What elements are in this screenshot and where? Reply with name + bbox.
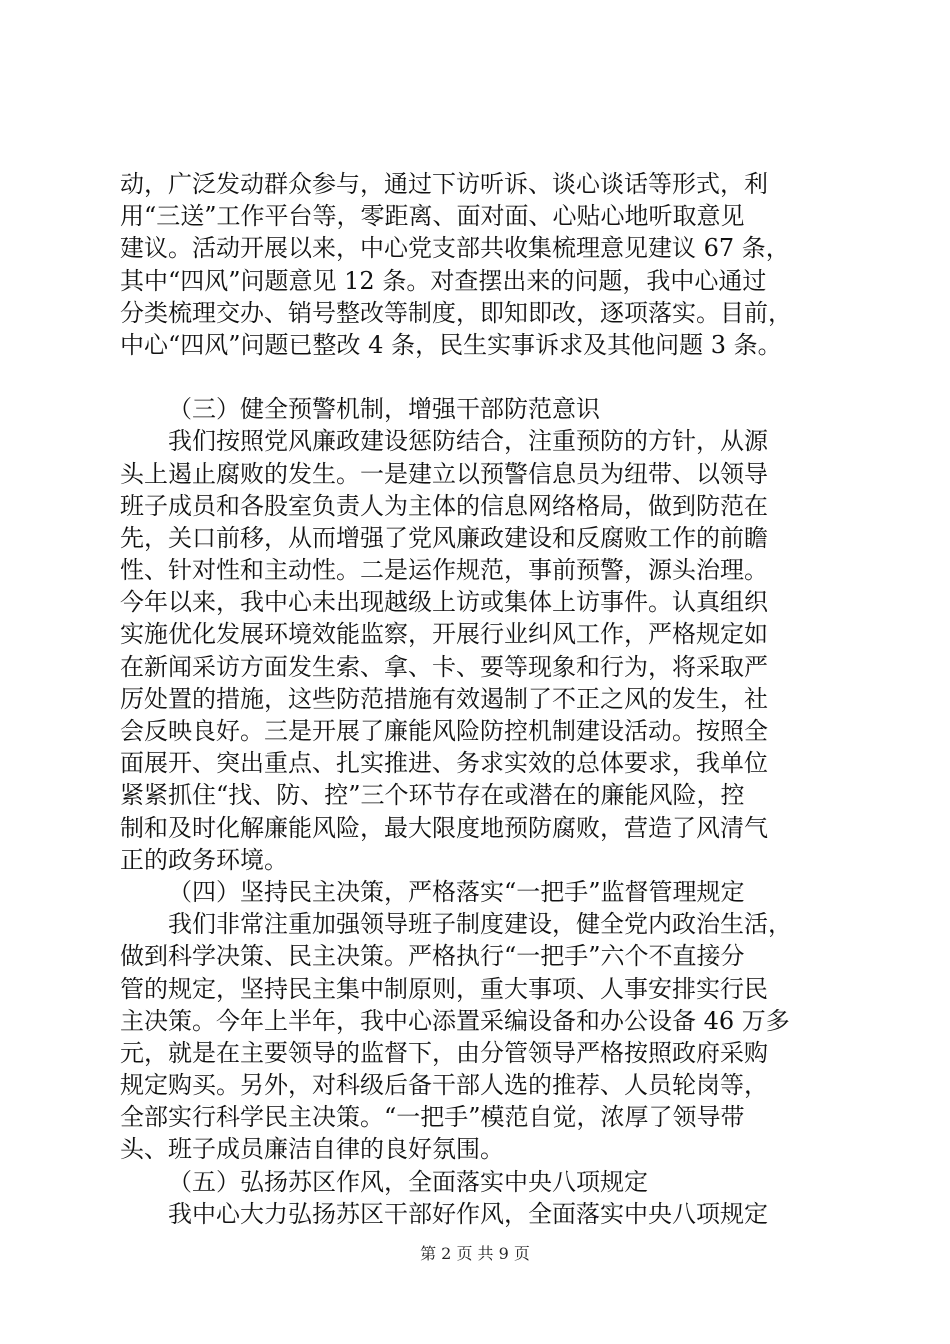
paragraph-line: 会反映良好。三是开展了廉能风险防控机制建设活动。按照全 (120, 717, 768, 745)
paragraph-line: 主决策。今年上半年，我中心添置采编设备和办公设备 46 万多 (120, 1006, 790, 1035)
paragraph-line: 厉处置的措施，这些防范措施有效遏制了不正之风的发生，社 (120, 684, 768, 713)
paragraph-line: 其中“四风”问题意见 12 条。对查摆出来的问题，我中心通过 (120, 266, 767, 295)
paragraph-line: 在新闻采访方面发生索、拿、卡、要等现象和行为，将采取严 (120, 652, 768, 681)
paragraph-line: 先，关口前移，从而增强了党风廉政建设和反腐败工作的前瞻 (120, 523, 768, 552)
page-footer: 第 2 页 共 9 页 (420, 1244, 530, 1263)
section-heading-5: （五）弘扬苏区作风，全面落实中央八项规定 (168, 1167, 648, 1196)
paragraph-line: 管的规定，坚持民主集中制原则，重大事项、人事安排实行民 (120, 974, 768, 1003)
paragraph-line: 今年以来，我中心未出现越级上访或集体上访事件。认真组织 (120, 588, 768, 617)
paragraph-line: 做到科学决策、民主决策。严格执行“一把手”六个不直接分 (120, 942, 745, 971)
paragraph-line: 元，就是在主要领导的监督下，由分管领导严格按照政府采购 (120, 1038, 768, 1067)
paragraph-line: 头、班子成员廉洁自律的良好氛围。 (120, 1135, 504, 1164)
paragraph-line: 中心“四风”问题已整改 4 条，民生实事诉求及其他问题 3 条。 (120, 330, 782, 359)
paragraph-line: 制和及时化解廉能风险，最大限度地预防腐败，营造了风清气 (120, 813, 768, 842)
paragraph-line: 我们非常注重加强领导班子制度建设，健全党内政治生活， (168, 910, 792, 939)
paragraph-line: 班子成员和各股室负责人为主体的信息网络格局，做到防范在 (120, 491, 768, 520)
paragraph-line: 我们按照党风廉政建设惩防结合，注重预防的方针，从源 (168, 427, 768, 456)
paragraph-line: 性、针对性和主动性。二是运作规范，事前预警，源头治理。 (120, 556, 768, 585)
paragraph-line: 规定购买。另外，对科级后备干部人选的推荐、人员轮岗等， (120, 1071, 768, 1100)
paragraph-line: 全部实行科学民主决策。“一把手”模范自觉，浓厚了领导带 (120, 1103, 745, 1132)
section-heading-4: （四）坚持民主决策，严格落实“一把手”监督管理规定 (168, 877, 745, 906)
paragraph-line: 分类梳理交办、销号整改等制度，即知即改，逐项落实。目前， (120, 298, 792, 327)
section-gap (120, 361, 840, 393)
paragraph-line: 正的政务环境。 (120, 845, 288, 874)
paragraph-line: 我中心大力弘扬苏区干部好作风，全面落实中央八项规定 (168, 1199, 768, 1228)
section-heading-3: （三）健全预警机制，增强干部防范意识 (168, 395, 600, 424)
paragraph-line: 实施优化发展环境效能监察，开展行业纠风工作，严格规定如 (120, 620, 768, 649)
paragraph-line: 建议。活动开展以来，中心党支部共收集梳理意见建议 67 条， (120, 234, 790, 263)
paragraph-line: 用“三送”工作平台等，零距离、面对面、心贴心地听取意见 (120, 202, 745, 231)
document-body (120, 168, 840, 1230)
paragraph-line: 动，广泛发动群众参与，通过下访听诉、谈心谈话等形式，利 (120, 170, 768, 198)
paragraph-line: 头上遏止腐败的发生。一是建立以预警信息员为纽带、以领导 (120, 459, 768, 488)
paragraph-line: 紧紧抓住“找、防、控”三个环节存在或潜在的廉能风险，控 (120, 781, 745, 810)
paragraph-line: 面展开、突出重点、扎实推进、务求实效的总体要求，我单位 (120, 749, 768, 778)
